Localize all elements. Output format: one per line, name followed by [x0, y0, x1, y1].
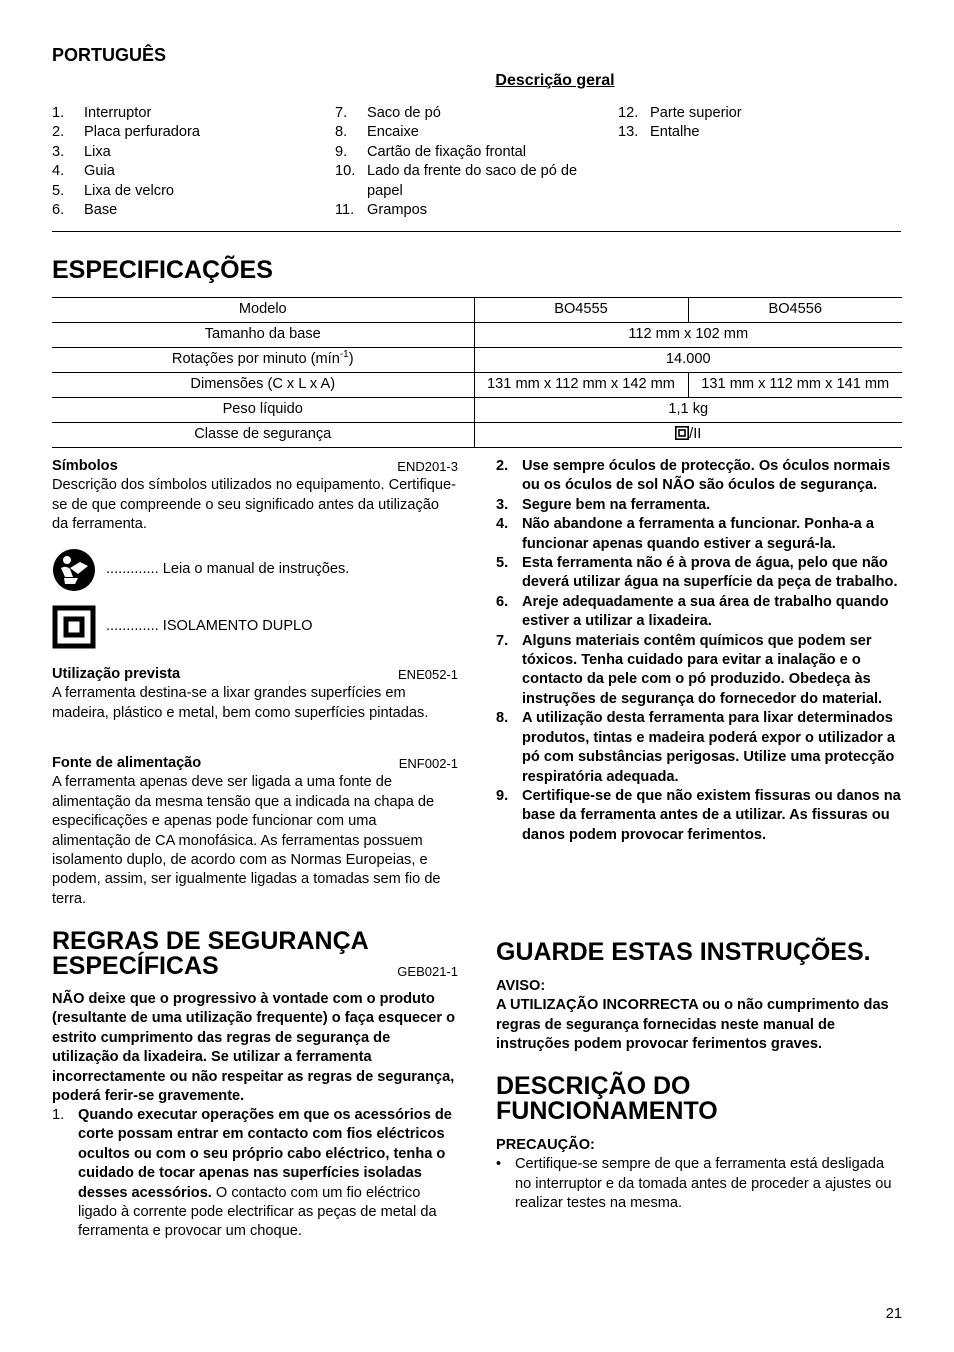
table-cell: Tamanho da base: [52, 323, 474, 348]
symbol-manual-row: [52, 548, 458, 592]
list-item: 8. A utilização desta ferramenta para lixar determinados produtos, tintas e madeira poderá expor o utilizador a pó com substâncias perigosas. Utilize uma protecção respiratória adequada.: [496, 710, 896, 785]
general-description-title: Descrição geral: [495, 72, 615, 89]
language-heading: PORTUGUÊS: [52, 45, 167, 65]
list-item: 3. Segure bem na ferramenta.: [496, 496, 711, 513]
table-cell: BO4556: [688, 298, 902, 323]
table-cell: 1,1 kg: [474, 398, 902, 423]
safety-rules-heading: REGRAS DE SEGURANÇA ESPECÍFICAS: [52, 927, 369, 980]
list-item: 10. Lado da frente do saco de pó de papel: [335, 163, 578, 199]
table-cell: 14.000: [474, 348, 902, 373]
list-item: • Certifique-se sempre de que a ferramenta está desligada no interruptor e da tomada antes de proceder a ajustes ou realizar testes na mesma.: [496, 1156, 892, 1212]
table-cell: /II: [474, 423, 902, 448]
symbol-double-row: [52, 605, 458, 649]
symbol-double-text: ............. ISOLAMENTO DUPLO: [106, 618, 313, 635]
table-cell: Rotações por minuto (mín$^{-1}$): [52, 348, 474, 373]
table-row: [52, 398, 902, 423]
save-instructions-heading: GUARDE ESTAS INSTRUÇÕES.: [496, 938, 871, 966]
power-supply-section: [52, 754, 458, 909]
table-row: [52, 298, 902, 323]
list-item: 3. Lixa: [52, 143, 111, 160]
list-item: 2. Placa perfuradora: [52, 124, 201, 141]
power-supply-text: A ferramenta apenas deve ser ligada a uma fonte de alimentação da mesma tensão que a indicada na chapa de especificações e apenas pode funcionar com uma alimentação de CA monofásica. As ferramentas possuem isolamento duplo, de acordo com as Normas Europeias, e podem, assim, ser igualmente ligadas a tomadas sem fio de terra.: [52, 774, 441, 907]
intended-use-title: Utilização prevista: [52, 666, 181, 682]
safety-intro: NÃO deixe que o progressivo à vontade com o produto (resultante de uma utilização frequente) o faça esquecer o estrito cumprimento das regras de segurança de utilização da lixadeira. Se utilizar a ferramenta incorrectamente ou não respeitar as regras de segurança, poderá ferir-se gravemente.: [52, 991, 456, 1105]
list-item: 7. Saco de pó: [335, 105, 441, 121]
symbols-title: Símbolos: [52, 458, 118, 474]
list-item: 12. Parte superior: [618, 105, 742, 121]
table-cell: Dimensões (C x L x A): [52, 373, 474, 398]
table-row: [52, 373, 902, 398]
list-item: 2. Use sempre óculos de protecção. Os óculos normais ou os óculos de sol NÃO são óculos de segurança.: [496, 458, 891, 494]
list-item: 4. Não abandone a ferramenta a funcionar. Ponha-a a funcionar apenas quando estiver a segurá-la.: [496, 516, 874, 552]
symbol-manual-text: ............. Leia o manual de instruções.: [106, 561, 350, 578]
power-supply-title: Fonte de alimentação: [52, 755, 202, 771]
list-item: 7. Alguns materiais contêm químicos que podem ser tóxicos. Tenha cuidado para evitar a inalação e o contacto da pele com o pó produzido. Obedeça às instruções de segurança do fornecedor do material.: [496, 632, 883, 707]
list-item: 8. Encaixe: [335, 124, 419, 141]
section-code: ENF002-1: [398, 756, 458, 771]
parts-list-col1: [52, 104, 322, 220]
list-item: 5. Lixa de velcro: [52, 182, 175, 199]
specifications-table: [52, 297, 902, 448]
double-insulation-icon: [52, 605, 96, 649]
safety-rule-1: 1. Quando executar operações em que os acessórios de corte possam entrar em contacto com fios eléctricos ocultos ou com o seu próprio cabo eléctrico, tenha o cuidado de tocar apenas nas superfícies isoladas desses acessórios. O contacto com um fio eléctrico ligado à corrente pode electrificar as peças de metal da ferramenta e provocar um choque.: [52, 1107, 452, 1240]
intended-use-section: [52, 665, 458, 723]
table-cell: 112 mm x 102 mm: [474, 323, 902, 348]
table-cell: 131 mm x 112 mm x 141 mm: [688, 373, 902, 398]
intended-use-text: A ferramenta destina-se a lixar grandes superfícies em madeira, plástico e metal, bem como superfícies pintadas.: [52, 685, 429, 721]
table-cell: Peso líquido: [52, 398, 474, 423]
list-item: 13. Entalhe: [618, 124, 700, 141]
specifications-heading: ESPECIFICAÇÕES: [52, 256, 273, 284]
caution-label: PRECAUÇÃO:: [496, 1137, 595, 1153]
section-code: GEB021-1: [397, 964, 458, 979]
list-item: 4. Guia: [52, 163, 115, 180]
table-row: [52, 323, 902, 348]
parts-list-col2: [335, 104, 607, 220]
divider: [52, 231, 901, 232]
warning-block: [496, 977, 902, 1055]
read-manual-icon: [52, 548, 96, 592]
safety-rules-list: [496, 457, 902, 845]
warning-text: A UTILIZAÇÃO INCORRECTA ou o não cumprimento das regras de segurança fornecidas neste manual de instruções podem provocar ferimentos graves.: [496, 997, 889, 1053]
list-item: 11. Grampos: [335, 202, 428, 219]
list-item: 6. Areje adequadamente a sua área de trabalho quando estiver a utilizar a lixadeira.: [496, 593, 889, 630]
section-code: ENE052-1: [398, 667, 458, 682]
table-row: [52, 348, 902, 373]
list-item: 5. Esta ferramenta não é à prova de água, pelo que não deverá utilizar água na superfície da peça de trabalho.: [496, 555, 898, 591]
parts-list-col3: [618, 104, 900, 143]
table-cell: BO4555: [474, 298, 688, 323]
functional-description-heading: DESCRIÇÃO DO FUNCIONAMENTO: [496, 1072, 718, 1125]
table-row: [52, 423, 902, 448]
section-code: END201-3: [397, 459, 458, 474]
warning-label: AVISO:: [496, 978, 546, 994]
list-item: 1. Interruptor: [52, 105, 152, 121]
double-insulation-small-icon: [675, 426, 689, 440]
list-item: 9. Certifique-se de que não existem fissuras ou danos na base da ferramenta antes de a utilizar. As fissuras ou danos podem provocar ferimentos.: [496, 787, 901, 843]
table-cell: 131 mm x 112 mm x 142 mm: [474, 373, 688, 398]
symbols-text: Descrição dos símbolos utilizados no equipamento. Certifique-se de que compreende o seu significado antes da utilização da ferramenta.: [52, 477, 456, 533]
symbols-section: [52, 457, 458, 535]
table-cell: Classe de segurança: [52, 423, 474, 448]
list-item: 9. Cartão de fixação frontal: [335, 143, 526, 160]
caution-block: [496, 1136, 902, 1214]
list-item: 6. Base: [52, 202, 118, 219]
page-number: 21: [885, 1306, 902, 1322]
table-cell: Modelo: [52, 298, 474, 323]
